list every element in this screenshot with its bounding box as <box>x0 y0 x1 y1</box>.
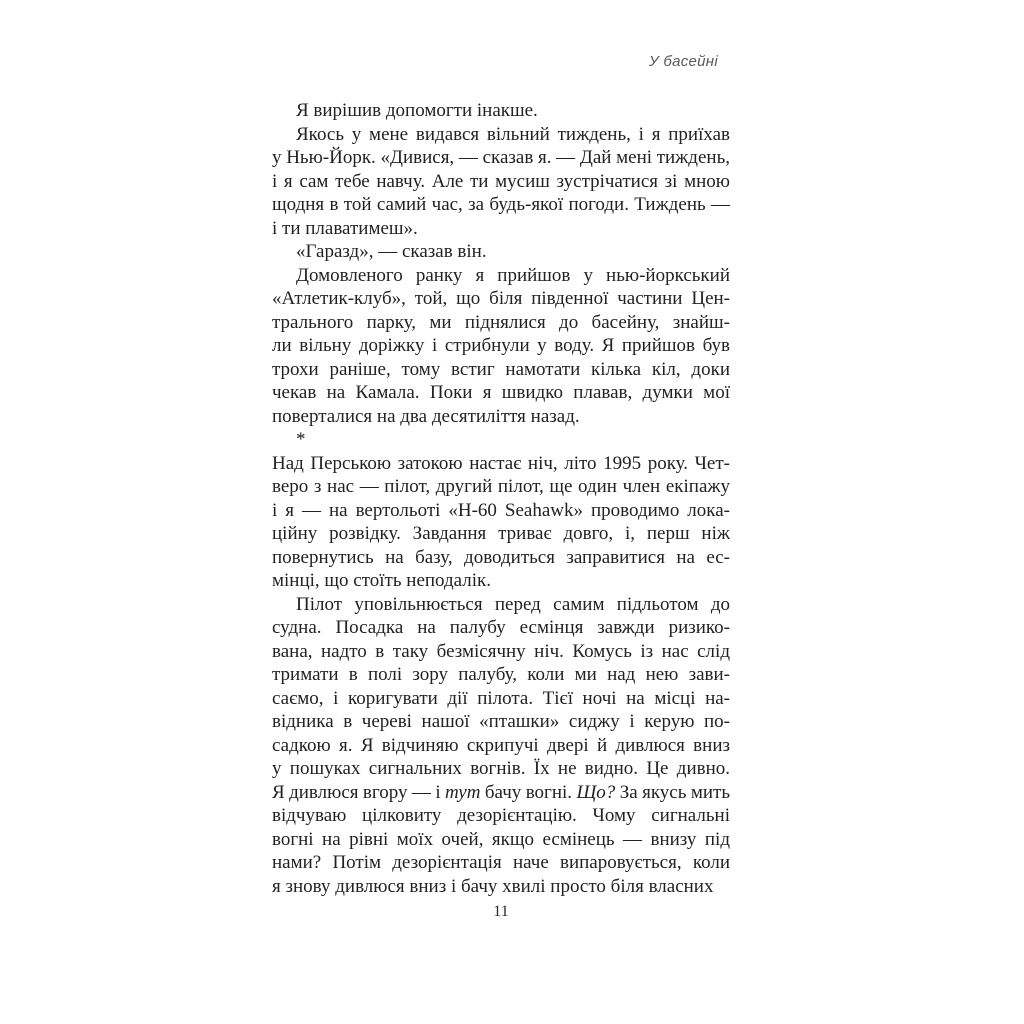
text-line: «Гаразд», — сказав він. <box>296 241 487 262</box>
text-line: і ти плаватимеш». <box>272 217 418 239</box>
text-line: ційну розвідку. Завдання триває довго, і, перш ніж <box>272 523 730 544</box>
text-line: Пілот уповільнюється перед самим підльотом до <box>296 593 730 615</box>
text-line: Домовленого ранку я прийшов у нью-йоркський <box>296 264 730 286</box>
text-line: повернутись на базу, доводиться заправитися на ес- <box>272 546 730 568</box>
text-line: і я сам тебе навчу. Але ти мусиш зустрічатися зі мною <box>272 170 730 192</box>
text-line: у пошуках сигнальних вогнів. Їх не видно. Це дивно. <box>272 758 730 779</box>
page-number: 11 <box>493 903 509 920</box>
text-line: щодня в той самий час, за будь-якої погоди. Тиждень — <box>272 194 730 215</box>
text-line: «Атлетик-клуб», той, що біля південної частини Цен- <box>272 288 730 309</box>
text-line: ли вільну доріжку і стрибнули у воду. Я прийшов був <box>272 335 730 356</box>
text-line: веро з нас — пілот, другий пілот, ще один член екіпажу <box>272 476 730 497</box>
text-line: судна. Посадка на палубу есмінця завжди ризико- <box>272 617 730 638</box>
text-line: саємо, і коригувати дії пілота. Тієї ночі на місці на- <box>272 687 730 709</box>
text-line: трохи раніше, тому встиг намотати кілька кіл, доки <box>272 358 730 380</box>
text-line: Я вирішив допомогти інакше. <box>296 100 538 121</box>
section-separator: * <box>296 429 307 450</box>
text-line: Я дивлюся вгору — і тут бачу вогні. Що? За якусь мить <box>272 781 730 803</box>
text-line: трального парку, ми піднялися до басейну, знайш- <box>272 311 730 333</box>
text-line: відчуваю цілковиту дезорієнтацію. Чому сигнальні <box>272 805 730 826</box>
running-header: У басейні <box>648 53 718 70</box>
text-line: тримати в полі зору палубу, коли ми над нею зави- <box>272 664 730 685</box>
text-line: і я — на вертольоті «H-60 Seahawk» проводимо лока- <box>272 499 730 521</box>
text-line: відника в череві нашої «пташки» сиджу і керую по- <box>272 711 730 732</box>
body-text <box>272 99 730 898</box>
text-line: я знову дивлюся вниз і бачу хвилі просто біля власних <box>272 875 714 897</box>
text-line: мінці, що стоїть неподалік. <box>272 570 492 591</box>
text-line: у Нью-Йорк. «Дивися, — сказав я. — Дай мені тиждень, <box>272 147 730 168</box>
text-line: вана, надто в таку безмісячну ніч. Комусь із нас слід <box>272 640 730 662</box>
text-line: чекав на Камала. Поки я швидко плавав, думки мої <box>272 382 730 403</box>
text-line: Над Перською затокою настає ніч, літо 1995 року. Чет- <box>272 452 730 474</box>
text-line: Якось у мене видався вільний тиждень, і я приїхав <box>296 123 730 145</box>
text-line: садкою я. Я відчиняю скрипучі двері й дивлюся вниз <box>272 734 730 756</box>
text-line: вогні на рівні моїх очей, якщо есмінець — внизу під <box>272 828 730 850</box>
text-line: нами? Потім дезорієнтація наче випаровується, коли <box>272 852 730 873</box>
text-line: поверталися на два десятиліття назад. <box>272 405 580 427</box>
